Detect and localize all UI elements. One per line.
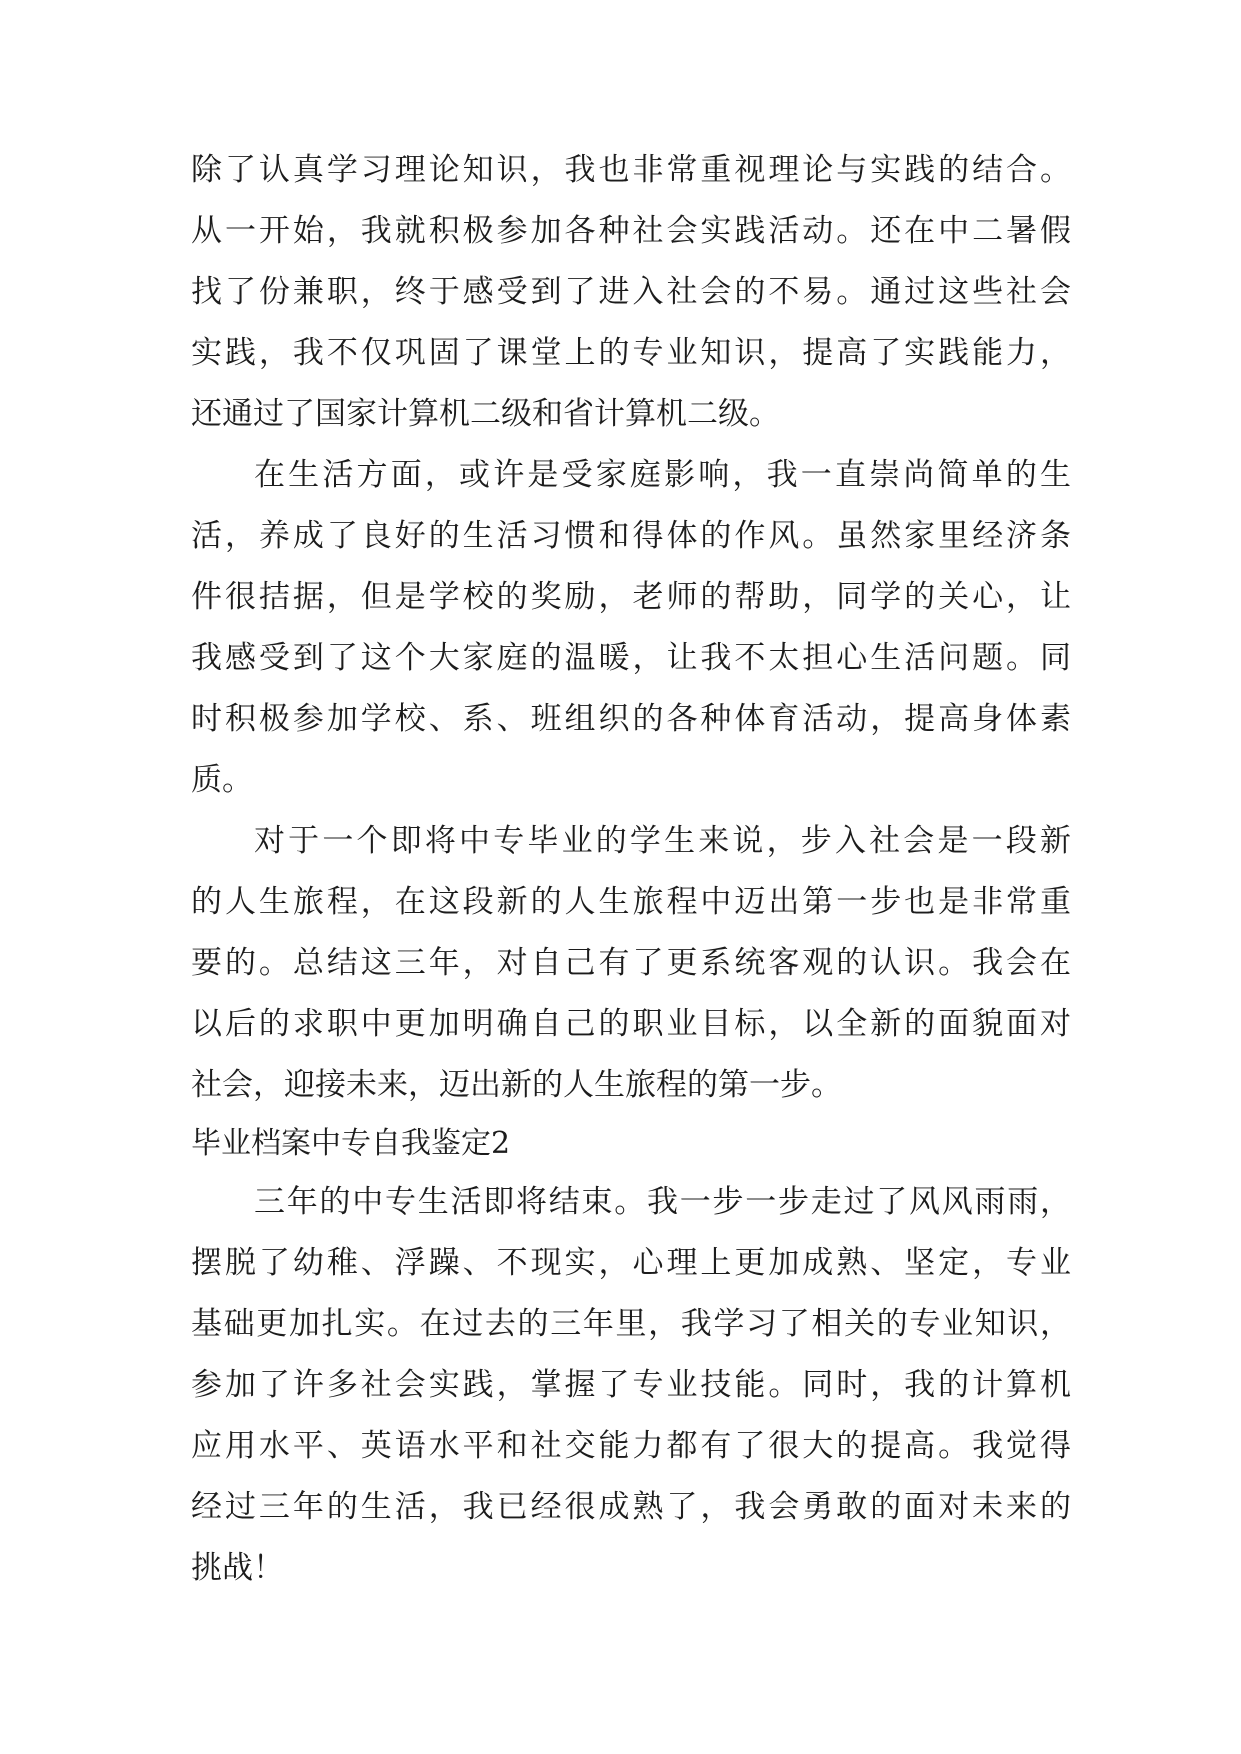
paragraph-3-line-1: 对于一个即将中专毕业的学生来说，步入社会是一段新 [254, 823, 1071, 859]
paragraph-1-line-4: 实践，我不仅巩固了课堂上的专业知识，提高了实践能力， [191, 335, 1071, 371]
paragraph-1-line-5: 还通过了国家计算机二级和省计算机二级。 [191, 396, 780, 432]
paragraph-2-line-6: 质。 [191, 762, 253, 798]
paragraph-4-line-4: 参加了许多社会实践，掌握了专业技能。同时，我的计算机 [191, 1367, 1071, 1403]
paragraph-2-line-1: 在生活方面，或许是受家庭影响，我一直崇尚简单的生 [254, 457, 1071, 493]
paragraph-4-line-5: 应用水平、英语水平和社交能力都有了很大的提高。我觉得 [191, 1428, 1071, 1464]
paragraph-4-line-2: 摆脱了幼稚、浮躁、不现实，心理上更加成熟、坚定，专业 [191, 1245, 1071, 1281]
section-heading: 毕业档案中专自我鉴定2 [191, 1126, 511, 1161]
paragraph-2-line-3: 件很拮据，但是学校的奖励，老师的帮助，同学的关心，让 [191, 579, 1071, 615]
paragraph-3-line-4: 以后的求职中更加明确自己的职业目标，以全新的面貌面对 [191, 1006, 1071, 1042]
paragraph-4-line-3: 基础更加扎实。在过去的三年里，我学习了相关的专业知识， [191, 1306, 1071, 1342]
paragraph-1-line-3: 找了份兼职，终于感受到了进入社会的不易。通过这些社会 [191, 274, 1071, 310]
paragraph-4-line-6: 经过三年的生活，我已经很成熟了，我会勇敢的面对未来的 [191, 1489, 1071, 1525]
paragraph-2-line-4: 我感受到了这个大家庭的温暖，让我不太担心生活问题。同 [191, 640, 1071, 676]
paragraph-3-line-3: 要的。总结这三年，对自己有了更系统客观的认识。我会在 [191, 945, 1071, 981]
paragraph-1-line-1: 除了认真学习理论知识，我也非常重视理论与实践的结合。 [191, 152, 1071, 188]
paragraph-3-line-2: 的人生旅程，在这段新的人生旅程中迈出第一步也是非常重 [191, 884, 1071, 920]
paragraph-2-line-2: 活，养成了良好的生活习惯和得体的作风。虽然家里经济条 [191, 518, 1071, 554]
paragraph-4-line-7: 挑战！ [191, 1550, 284, 1586]
paragraph-3-line-5: 社会，迎接未来，迈出新的人生旅程的第一步。 [191, 1067, 842, 1103]
paragraph-4-line-1: 三年的中专生活即将结束。我一步一步走过了风风雨雨， [254, 1184, 1071, 1220]
paragraph-2-line-5: 时积极参加学校、系、班组织的各种体育活动，提高身体素 [191, 701, 1071, 737]
paragraph-1-line-2: 从一开始，我就积极参加各种社会实践活动。还在中二暑假 [191, 213, 1071, 249]
